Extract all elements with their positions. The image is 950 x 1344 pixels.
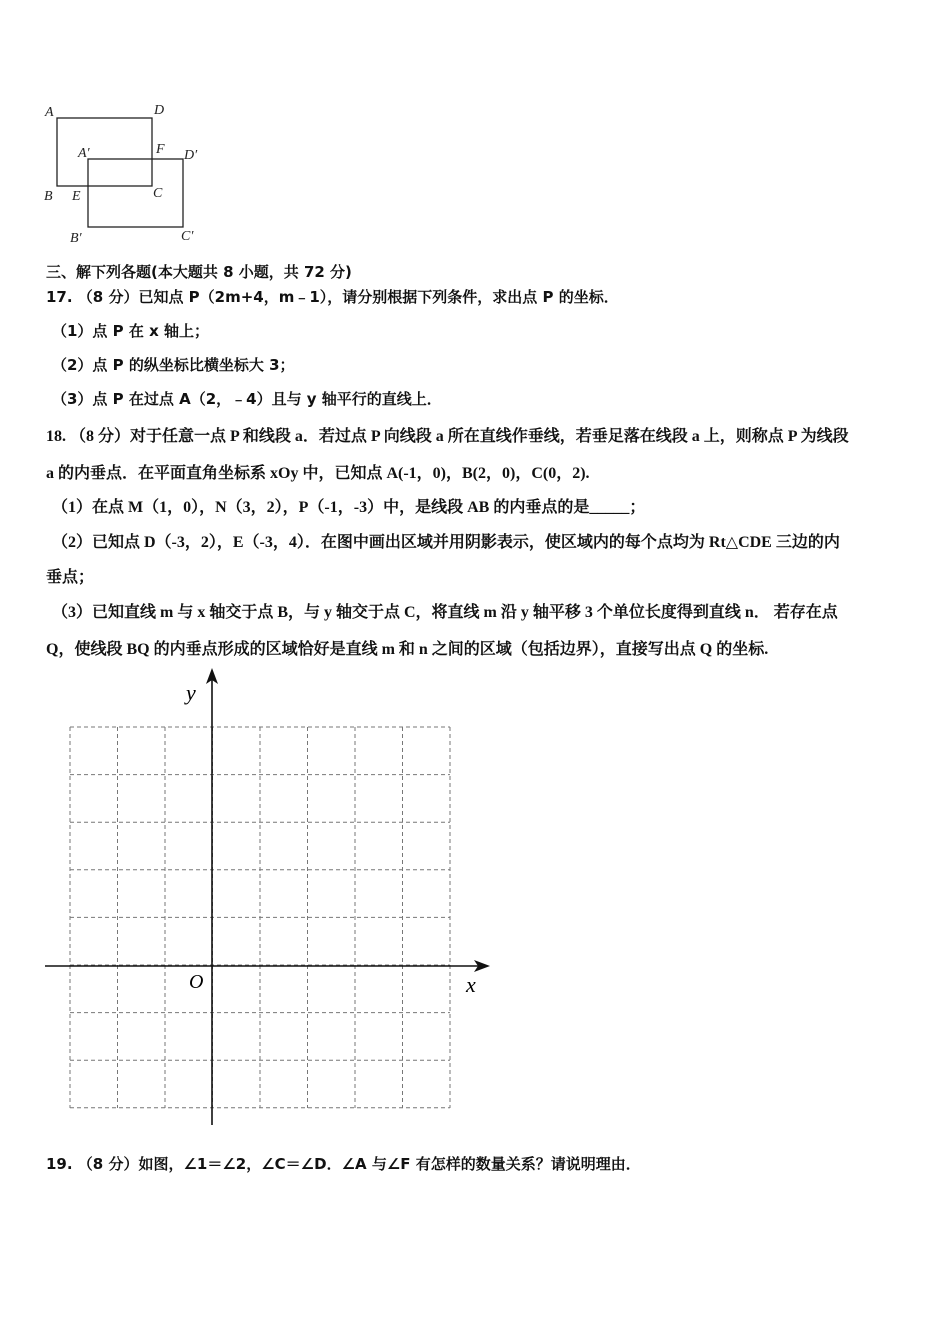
rectangles-figure — [0, 0, 220, 250]
q17-part1: （1）点 P 在 x 轴上； — [52, 322, 209, 340]
svg-text:C′: C′ — [181, 229, 194, 244]
svg-text:F: F — [156, 142, 165, 157]
q19-stem: 19. （8 分）如图，∠1＝∠2，∠C＝∠D．∠A 与∠F 有怎样的数量关系？请说明理由． — [46, 1155, 641, 1173]
section-heading: 三、解下列各题(本大题共 8 小题，共 72 分) — [46, 263, 352, 281]
q17-stem: 17. （8 分）已知点 P（2m+4，m﹣1），请分别根据下列条件，求出点 P 的坐标． — [46, 288, 619, 306]
svg-text:A′: A′ — [78, 146, 90, 161]
svg-text:y: y — [186, 680, 196, 705]
q18-line: 垂点； — [46, 569, 95, 586]
q18-part3: （3）已知直线 m 与 x 轴交于点 B，与 y 轴交于点 C，将直线 m 沿 y 轴平移 3 个单位长度得到直线 n． 若存在点 — [52, 604, 838, 621]
q18-part1: （1）在点 M（1，0），N（3，2），P（-1，-3）中，是线段 AB 的内垂点的是_____； — [52, 499, 646, 516]
q18-line: Q，使线段 BQ 的内垂点形成的区域恰好是直线 m 和 n 之间的区域（包括边界），直接写出点 Q 的坐标. — [46, 641, 769, 658]
q17-part2: （2）点 P 的纵坐标比横坐标大 3； — [52, 356, 295, 374]
svg-text:B′: B′ — [70, 231, 82, 246]
svg-text:C: C — [153, 186, 163, 201]
coordinate-grid — [0, 660, 520, 1140]
q18-line: 18. （8 分）对于任意一点 P 和线段 a．若过点 P 向线段 a 所在直线作垂线，若垂足落在线段 a 上，则称点 P 为线段 — [46, 428, 849, 445]
q17-part3: （3）点 P 在过点 A（2，﹣4）且与 y 轴平行的直线上． — [52, 390, 442, 408]
svg-text:O: O — [189, 971, 204, 993]
svg-text:A: A — [45, 105, 54, 120]
svg-text:D: D — [154, 103, 165, 118]
q18-line: a 的内垂点．在平面直角坐标系 xOy 中，已知点 A(-1，0)，B(2，0)，C(0，2). — [46, 465, 590, 482]
svg-text:D′: D′ — [184, 148, 198, 163]
q18-part2: （2）已知点 D（-3，2），E（-3，4）．在图中画出区域并用阴影表示，使区域内的每个点均为 Rt△CDE 三边的内 — [52, 534, 840, 551]
svg-text:B: B — [44, 189, 53, 204]
svg-text:x: x — [466, 972, 476, 997]
svg-text:E: E — [72, 189, 81, 204]
